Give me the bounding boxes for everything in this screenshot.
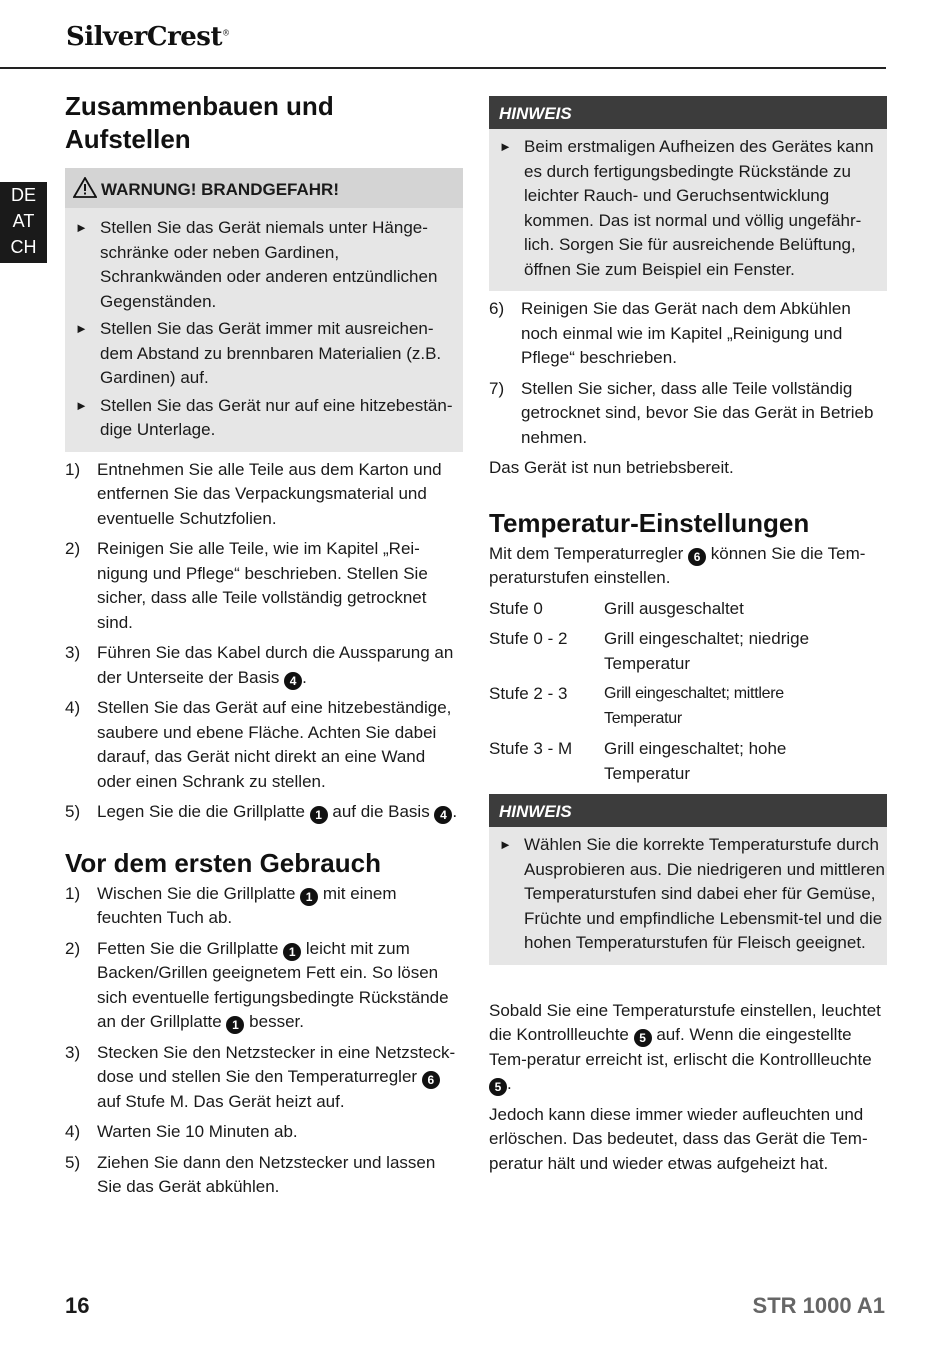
bullet-arrow-icon: ► xyxy=(499,139,512,154)
part-number-badge: 5 xyxy=(634,1029,652,1047)
brand-logo: SilverCrest® xyxy=(66,22,230,52)
table-row: Stufe 2 - 3 Grill eingeschaltet; mittlere Temperatur xyxy=(489,684,784,727)
section-title-first-use: Vor dem ersten Gebrauch xyxy=(65,847,381,878)
right-column xyxy=(489,96,887,1176)
lang-de: DE xyxy=(10,185,36,205)
hint-box xyxy=(489,96,887,291)
step-item: 7) Stellen Sie sicher, dass alle Teile vollständig getrocknet sind, bevor Sie das Gerät in Betrieb nehmen. xyxy=(489,378,874,447)
step-item: 3) Stecken Sie den Netzstecker in eine Netzsteck-dose und stellen Sie den Temperaturregler 6 auf Stufe M. Das Gerät heizt auf. xyxy=(65,1042,456,1111)
section-title-temperature: Temperatur-Einstellungen xyxy=(489,507,810,538)
hint-header: HINWEIS xyxy=(489,794,887,827)
part-number-badge: 6 xyxy=(688,548,706,566)
step-item: 1) Entnehmen Sie alle Teile aus dem Karton und entfernen Sie das Verpackungsmaterial und eventuelle Schutzfolien. xyxy=(65,459,442,528)
warning-item: ► Stellen Sie das Gerät immer mit ausreichen-dem Abstand zu brennbaren Materialien (z.B. Gardinen) auf. xyxy=(75,319,442,387)
lang-at: AT xyxy=(12,211,35,231)
header-rule xyxy=(0,67,886,69)
bullet-arrow-icon: ► xyxy=(75,321,88,336)
step-item: 5) Ziehen Sie dann den Netzstecker und lassen Sie das Gerät abkühlen. xyxy=(65,1152,436,1196)
lang-ch: CH xyxy=(10,237,37,257)
step-item: 2) Reinigen Sie alle Teile, wie im Kapitel „Rei-nigung und Pflege“ beschrieben. Stellen Sie sicher, dass alle Teile vollständig getrocknet sind. xyxy=(65,539,428,632)
indicator-paragraph: Sobald Sie eine Temperaturstufe einstellen, leuchtet die Kontrollleuchte 5 auf. Wenn die eingestellte Tem-peratur erreicht ist, erlischt die Kontrollleuchte 5 . xyxy=(489,1000,881,1094)
part-number-badge: 5 xyxy=(489,1078,507,1096)
model-number: STR 1000 A1 xyxy=(752,1293,885,1318)
left-column xyxy=(65,90,463,1200)
hint-header: HINWEIS xyxy=(489,96,887,129)
ready-text: Das Gerät ist nun betriebsbereit. xyxy=(489,458,734,477)
temperature-intro: Mit dem Temperaturregler 6 können Sie die Tem-peraturstufen einstellen. xyxy=(489,543,866,587)
step-item: 5) Legen Sie die die Grillplatte 1 auf die Basis 4 . xyxy=(65,802,458,822)
note-paragraph: Jedoch kann diese immer wieder aufleuchten und erlöschen. Das bedeutet, dass das Gerät die Tem-peratur hält und wieder etwas aufgeheizt hat. xyxy=(489,1104,868,1173)
warning-title: WARNUNG! BRANDGEFAHR! xyxy=(101,180,339,199)
step-item: 3) Führen Sie das Kabel durch die Aussparung an der Unterseite der Basis 4 . xyxy=(65,643,454,688)
step-item: 6) Reinigen Sie das Gerät nach dem Abkühlen noch einmal wie im Kapitel „Reinigung und Pflege“ beschrieben. xyxy=(489,299,851,367)
language-tab xyxy=(0,182,47,263)
bullet-arrow-icon: ► xyxy=(499,837,512,852)
hint-item: ► Beim erstmaligen Aufheizen des Gerätes kann es durch fertigungsbedingte Rückstände zu leichter Rauch- und Geruchsentwicklung kommen. Das ist normal und völlig ungefähr-lich. Sorgen Sie für ausreichende Belüftung, öffnen Sie zum Beispiel ein Fenster. xyxy=(499,137,874,279)
section-title-assembly: Zusammenbauen und Aufstellen xyxy=(65,91,334,154)
warning-item: ► Stellen Sie das Gerät niemals unter Hänge-schränke oder neben Gardinen, Schrankwänden oder anderen entzündlichen Gegenständen. xyxy=(75,218,438,311)
step-item: 1) Wischen Sie die Grillplatte 1 mit einem feuchten Tuch ab. xyxy=(65,883,397,927)
bullet-arrow-icon: ► xyxy=(75,220,88,235)
page-number: 16 xyxy=(65,1293,90,1318)
warning-item: ► Stellen Sie das Gerät nur auf eine hitzebestän-dige Unterlage. xyxy=(75,395,453,439)
bullet-arrow-icon: ► xyxy=(75,397,88,413)
part-number-badge: 4 xyxy=(434,806,452,824)
part-number-badge: 4 xyxy=(284,672,302,690)
warning-icon xyxy=(73,177,97,198)
table-row: Stufe 0 - 2 Grill eingeschaltet; niedrige Temperatur xyxy=(489,629,810,673)
part-number-badge: 1 xyxy=(283,943,301,961)
part-number-badge: 6 xyxy=(422,1071,440,1089)
hint-box xyxy=(489,794,887,965)
table-row: Stufe 0 Grill ausgeschaltet xyxy=(489,598,744,618)
part-number-badge: 1 xyxy=(310,806,328,824)
warning-header xyxy=(65,168,463,208)
table-row: Stufe 3 - M Grill eingeschaltet; hohe Temperatur xyxy=(489,739,787,783)
part-number-badge: 1 xyxy=(226,1016,244,1034)
hint-item: ► Wählen Sie die korrekte Temperaturstufe durch Ausprobieren aus. Die niedrigeren und mittleren Temperaturstufen sind dabei eher für Gemüse, Früchte und empfindliche Lebensmit-tel und die hohen Temperaturstufen für Fleisch geeignet. xyxy=(499,835,885,952)
part-number-badge: 1 xyxy=(300,888,318,906)
step-item: 2) Fetten Sie die Grillplatte 1 leicht mit zum Backen/Grillen geeignetem Fett ein. So lösen sich eventuelle fertigungsbedingte Rückstände an der Grillplatte 1 besser. xyxy=(65,938,449,1032)
warning-box xyxy=(65,168,463,452)
step-item: 4) Stellen Sie das Gerät auf eine hitzebeständige, saubere und ebene Fläche. Achten Sie dabei darauf, das Gerät nicht direkt an eine Wand oder einen Schrank zu stellen. xyxy=(65,698,452,791)
temperature-levels-table xyxy=(489,597,824,793)
step-item: 4) Warten Sie 10 Minuten ab. xyxy=(65,1122,298,1141)
